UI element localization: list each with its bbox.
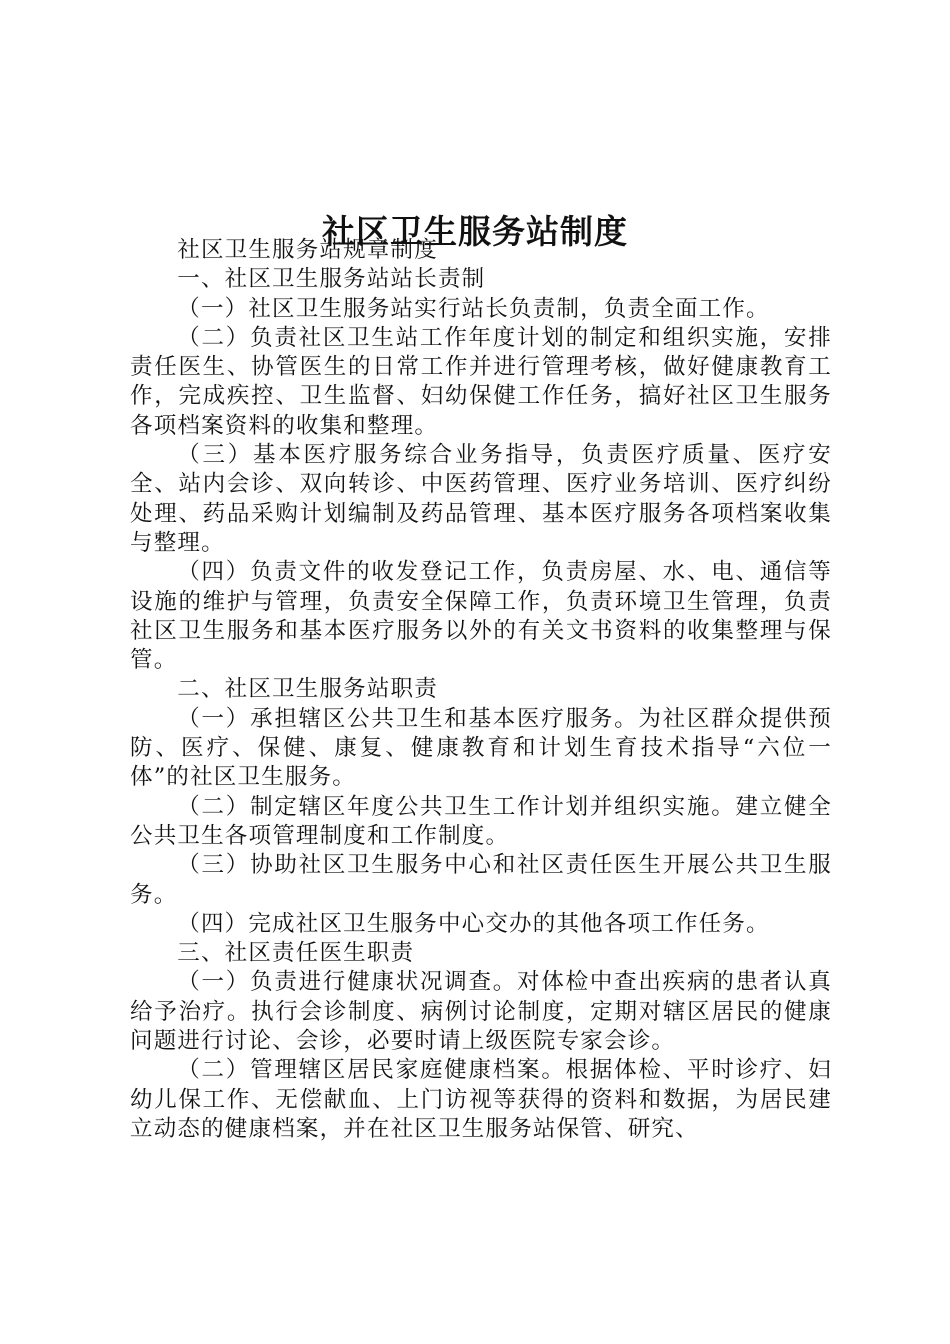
body-paragraph: （二）管理辖区居民家庭健康档案。根据体检、平时诊疗、妇幼儿保工作、无偿献血、上门访视等获得的资料和数据，为居民建立动态的健康档案，并在社区卫生服务站保管、研究、 [130,1057,832,1142]
body-paragraph: （一）负责进行健康状况调查。对体检中查出疾病的患者认真给予治疗。执行会诊制度、病例讨论制度，定期对辖区居民的健康问题进行讨论、会诊，必要时请上级医院专家会诊。 [130,969,832,1055]
body-paragraph: （四）完成社区卫生服务中心交办的其他各项工作任务。 [177,910,770,937]
document-body [130,236,832,1144]
body-paragraph: （一）社区卫生服务站实行站长负责制，负责全面工作。 [177,295,770,322]
body-paragraph: （三）协助社区卫生服务中心和社区责任医生开展公共卫生服务。 [130,852,832,908]
body-paragraph: （一）承担辖区公共卫生和基本医疗服务。为社区群众提供预防、医疗、保健、康复、健康教育和计划生育技术指导“六位一体”的社区卫生服务。 [130,705,832,791]
document-title: 社区卫生服务站制度 [322,212,628,252]
section-heading-3: 三、社区责任医生职责 [177,940,415,967]
section-heading-1: 一、社区卫生服务站站长责制 [177,266,486,293]
subtitle-paragraph: 社区卫生服务站规章制度 [177,237,438,263]
section-heading-2: 二、社区卫生服务站职责 [177,676,438,703]
body-paragraph: （四）负责文件的收发登记工作，负责房屋、水、电、通信等设施的维护与管理，负责安全保障工作，负责环境卫生管理，负责社区卫生服务和基本医疗服务以外的有关文书资料的收集整理与保管。 [130,559,832,674]
body-paragraph: （二）负责社区卫生站工作年度计划的制定和组织实施，安排责任医生、协管医生的日常工作并进行管理考核，做好健康教育工作，完成疾控、卫生监督、妇幼保健工作任务，搞好社区卫生服务各项档案资料的收集和整理。 [130,324,832,439]
body-paragraph: （三）基本医疗服务综合业务指导，负责医疗质量、医疗安全、站内会诊、双向转诊、中医药管理、医疗业务培训、医疗纠纷处理、药品采购计划编制及药品管理、基本医疗服务各项档案收集与整理。 [130,442,832,556]
body-paragraph: （二）制定辖区年度公共卫生工作计划并组织实施。建立健全公共卫生各项管理制度和工作制度。 [130,793,832,849]
